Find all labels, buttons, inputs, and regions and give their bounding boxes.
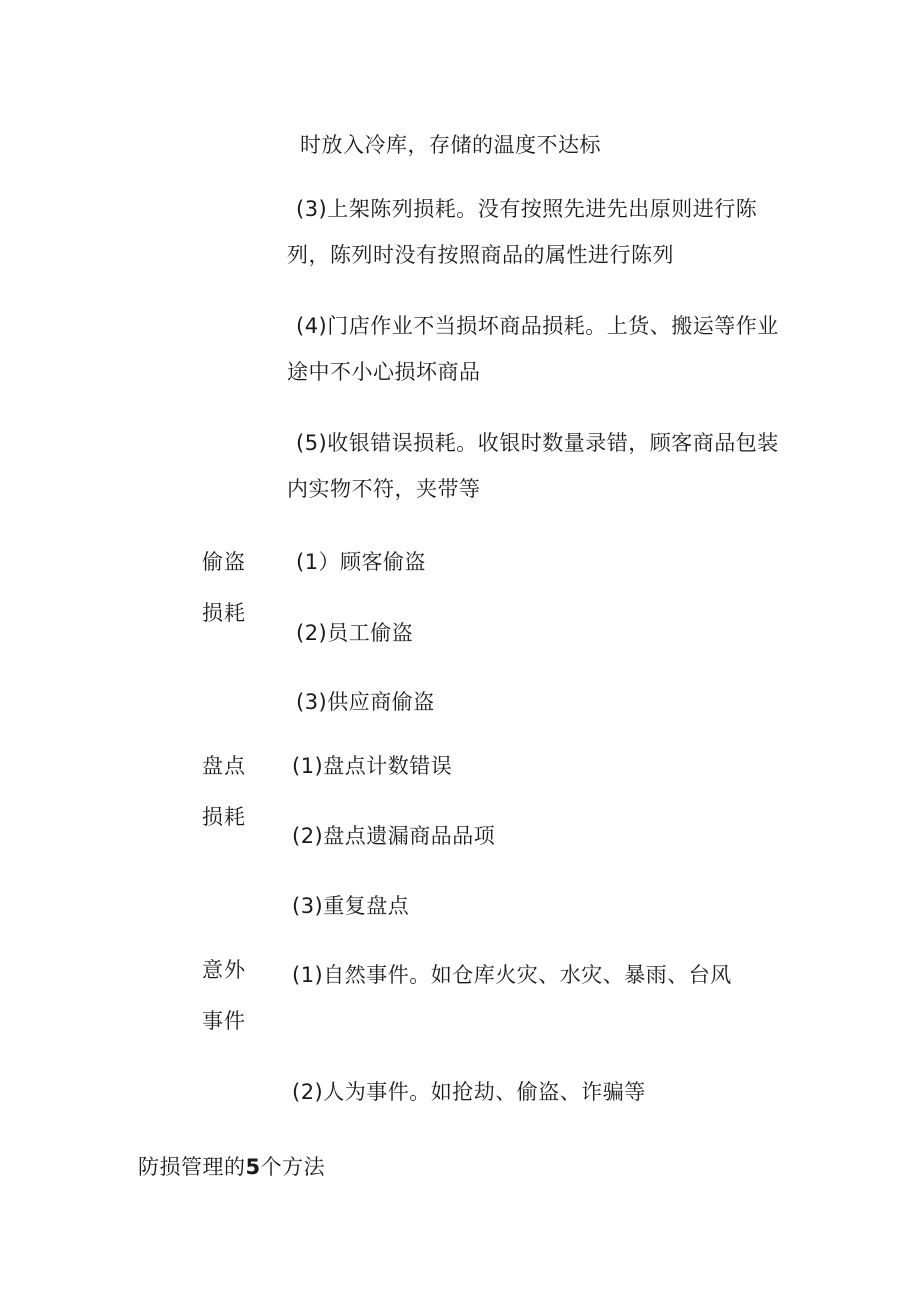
section-heading-prefix: 防损管理的 [138,1155,246,1179]
item-4-line-2: 途中不小心损坏商品 [287,360,481,384]
text-line-continuation: 时放入冷库，存储的温度不达标 [300,133,601,157]
item-4-line-1: (4)门店作业不当损坏商品损耗。上货、搬运等作业 [296,314,779,338]
theft-item-3: (3)供应商偷盗 [296,690,435,714]
inventory-item-3: (3)重复盘点 [292,894,410,918]
inventory-label-line-1: 盘点 [202,754,246,778]
inventory-label-line-2: 损耗 [202,805,246,829]
theft-label-line-1: 偷盗 [202,550,246,574]
item-3-line-1: (3)上架陈列损耗。没有按照先进先出原则进行陈 [296,197,758,221]
item-5-line-1: (5)收银错误损耗。收银时数量录错，顾客商品包装 [296,431,779,455]
theft-label-line-2: 损耗 [202,601,246,625]
accident-label-line-1: 意外 [202,958,246,982]
accident-item-1: (1)自然事件。如仓库火灾、水灾、暴雨、台风 [292,963,732,987]
theft-item-2: (2)员工偷盗 [296,621,414,645]
section-heading-suffix: 个方法 [260,1155,326,1179]
item-5-line-2: 内实物不符，夹带等 [287,477,481,501]
accident-item-2: (2)人为事件。如抢劫、偷盗、诈骗等 [292,1080,646,1104]
theft-item-1: (1）顾客偷盗 [296,550,427,574]
section-heading-number: 5 [245,1155,261,1179]
inventory-item-2: (2)盘点遗漏商品品项 [292,824,496,848]
accident-label-line-2: 事件 [202,1009,246,1033]
section-heading [138,1153,325,1181]
inventory-item-1: (1)盘点计数错误 [292,754,453,778]
item-3-line-2: 列，陈列时没有按照商品的属性进行陈列 [287,243,674,267]
